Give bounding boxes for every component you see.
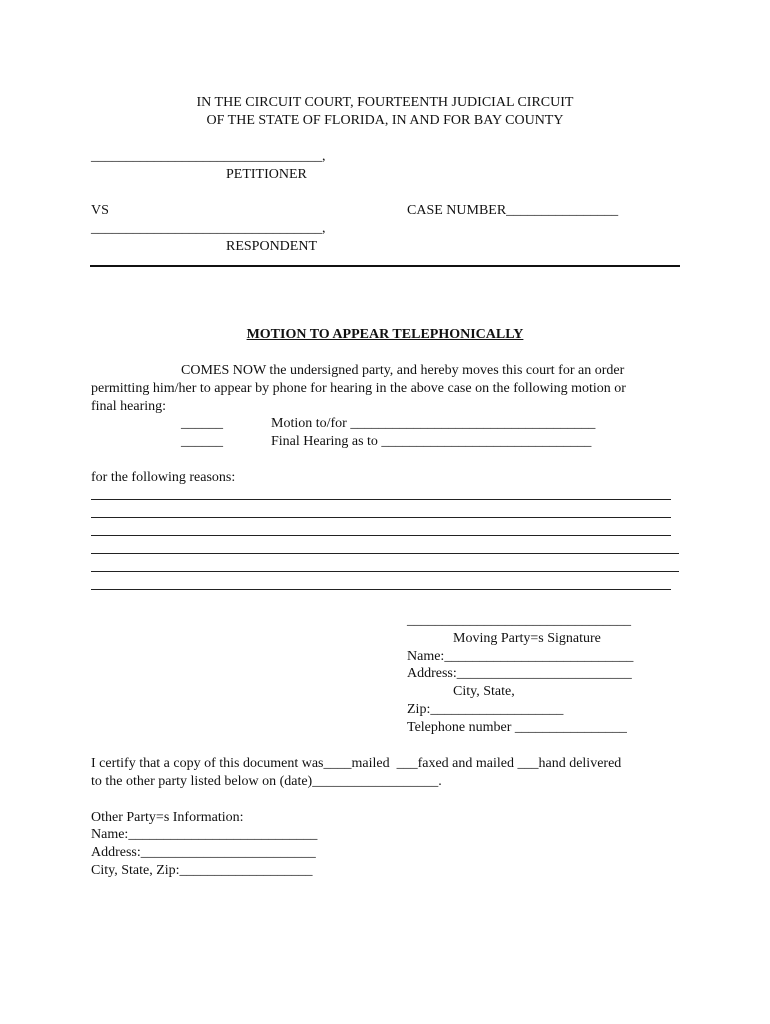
respondent-label: RESPONDENT <box>226 239 318 254</box>
moving-party-telephone-field[interactable]: Telephone number ________________ <box>407 720 627 735</box>
body-paragraph-line1: COMES NOW the undersigned party, and hereby moves this court for an order <box>181 363 625 378</box>
moving-party-name-field[interactable]: Name:___________________________ <box>407 649 634 664</box>
other-party-heading: Other Party=s Information: <box>91 810 244 825</box>
reason-line[interactable] <box>91 589 671 590</box>
final-hearing-option-blank[interactable]: ______ <box>181 434 223 449</box>
vs-label: VS <box>91 203 109 218</box>
case-number-field[interactable]: CASE NUMBER________________ <box>407 203 619 218</box>
body-paragraph-line3: final hearing: <box>91 399 167 414</box>
reason-line[interactable] <box>91 517 671 518</box>
signature-label: Moving Party=s Signature <box>453 631 601 646</box>
respondent-blank[interactable]: _________________________________, <box>91 221 326 236</box>
certify-line1[interactable]: I certify that a copy of this document was____mailed ___faxed and mailed ___hand delivered <box>91 756 622 771</box>
reason-line[interactable] <box>91 571 679 572</box>
reason-line[interactable] <box>91 499 671 500</box>
caption-divider <box>90 265 680 267</box>
court-header-line1: IN THE CIRCUIT COURT, FOURTEENTH JUDICIAL CIRCUIT <box>196 95 574 110</box>
motion-option-field[interactable]: Motion to/for ___________________________________ <box>271 416 596 431</box>
other-party-name-field[interactable]: Name:___________________________ <box>91 827 318 842</box>
moving-party-zip-field[interactable]: Zip:___________________ <box>407 702 564 717</box>
signature-line[interactable]: ________________________________ <box>407 613 631 628</box>
moving-party-city-state-label: City, State, <box>453 684 515 699</box>
body-paragraph-line2: permitting him/her to appear by phone for hearing in the above case on the following motion or <box>91 381 626 396</box>
moving-party-address-field[interactable]: Address:_________________________ <box>407 666 632 681</box>
certify-line2[interactable]: to the other party listed below on (date)__________________. <box>91 774 442 789</box>
motion-option-blank[interactable]: ______ <box>181 416 223 431</box>
court-header-line2: OF THE STATE OF FLORIDA, IN AND FOR BAY COUNTY <box>206 113 564 128</box>
reason-line[interactable] <box>91 535 671 536</box>
petitioner-label: PETITIONER <box>226 167 307 182</box>
document-title: MOTION TO APPEAR TELEPHONICALLY <box>246 327 524 342</box>
petitioner-blank[interactable]: _________________________________, <box>91 149 326 164</box>
reason-line[interactable] <box>91 553 679 554</box>
reasons-label: for the following reasons: <box>91 470 236 485</box>
other-party-address-field[interactable]: Address:_________________________ <box>91 845 316 860</box>
other-party-city-state-zip-field[interactable]: City, State, Zip:___________________ <box>91 863 313 878</box>
final-hearing-option-field[interactable]: Final Hearing as to ______________________________ <box>271 434 592 449</box>
